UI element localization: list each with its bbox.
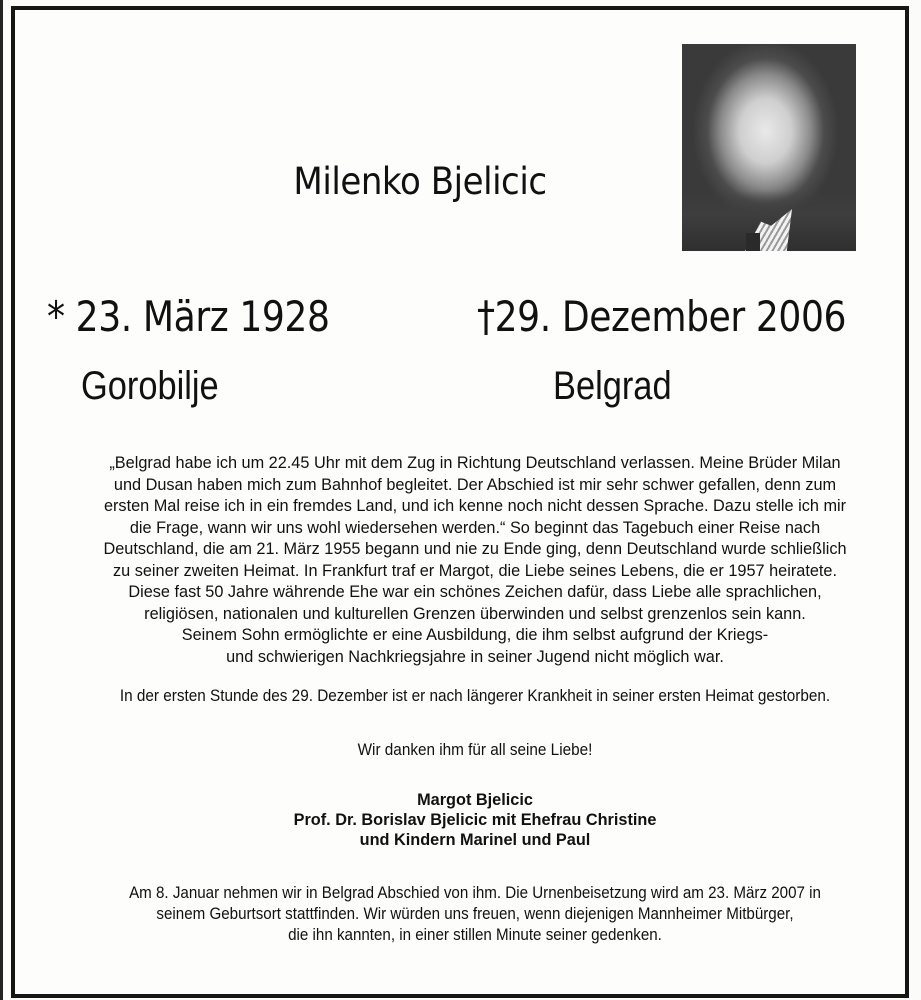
- bio-line: und schwierigen Nachkriegsjahre in seiner Jugend nicht möglich war.: [226, 647, 724, 666]
- mourner: und Kindern Marinel und Paul: [359, 831, 591, 849]
- birth-place: Gorobilje: [81, 364, 219, 408]
- obituary-frame: [11, 6, 909, 998]
- bio-line: die Frage, wann wir uns wohl wiedersehen werden.“ So beginnt das Tagebuch einer Reise nach: [129, 518, 821, 537]
- portrait-tie: [746, 233, 760, 251]
- death-place: Belgrad: [553, 364, 672, 408]
- death-date: †29. Dezember 2006: [477, 292, 847, 341]
- bio-line: Deutschland, die am 21. März 1955 begann und nie zu Ende ging, denn Deutschland wurde schließlich: [103, 540, 847, 558]
- bio-line: „Belgrad habe ich um 22.45 Uhr mit dem Zug in Richtung Deutschland verlassen. Meine Brüder Milan: [109, 454, 841, 472]
- funeral-announcement: [35, 883, 915, 946]
- death-note: In der ersten Stunde des 29. Dezember ist er nach längerer Krankheit in seiner ersten Heimat gestorben.: [119, 687, 831, 705]
- thanks-line: Wir danken ihm für all seine Liebe!: [357, 741, 593, 759]
- biography-paragraph: [35, 453, 915, 668]
- birth-date: * 23. März 1928: [47, 292, 330, 341]
- bio-line: Seinem Sohn ermöglichte er eine Ausbildung, die ihm selbst aufgrund der Kriegs-: [181, 626, 769, 644]
- closing-line: seinem Geburtsort stattfinden. Wir würden uns freuen, wenn diejenigen Mannheimer Mitbürger,: [156, 905, 794, 923]
- mourner: Margot Bjelicic: [417, 791, 533, 809]
- bio-line: religiösen, nationalen und kulturellen Grenzen überwinden und selbst grenzenlos sein kann.: [144, 604, 806, 623]
- bio-line: Diese fast 50 Jahre währende Ehe war ein schönes Zeichen dafür, dass Liebe alle sprachlichen,: [128, 583, 822, 601]
- bio-line: und Dusan haben mich zum Bahnhof begleitet. Der Abschied ist mir sehr schwer gefallen, denn zum: [113, 475, 837, 494]
- mourner: Prof. Dr. Borislav Bjelicic mit Ehefrau Christine: [293, 811, 657, 829]
- bio-line: zu seiner zweiten Heimat. In Frankfurt traf er Margot, die Liebe seines Lebens, die er 1957 heiratete.: [113, 561, 837, 580]
- portrait-photo: [682, 44, 856, 251]
- mourners-list: [35, 790, 915, 850]
- closing-line: die ihn kannten, in einer stillen Minute seiner gedenken.: [288, 926, 662, 944]
- bio-line: ersten Mal reise ich in ein fremdes Land, und ich kenne noch nicht dessen Sprache. Dazu stelle ich mir: [103, 497, 847, 515]
- scan-edge: [0, 0, 3, 1000]
- closing-line: Am 8. Januar nehmen wir in Belgrad Abschied von ihm. Die Urnenbeisetzung wird am 23. März 2007 in: [129, 884, 821, 902]
- deceased-name: Milenko Bjelicic: [293, 160, 547, 203]
